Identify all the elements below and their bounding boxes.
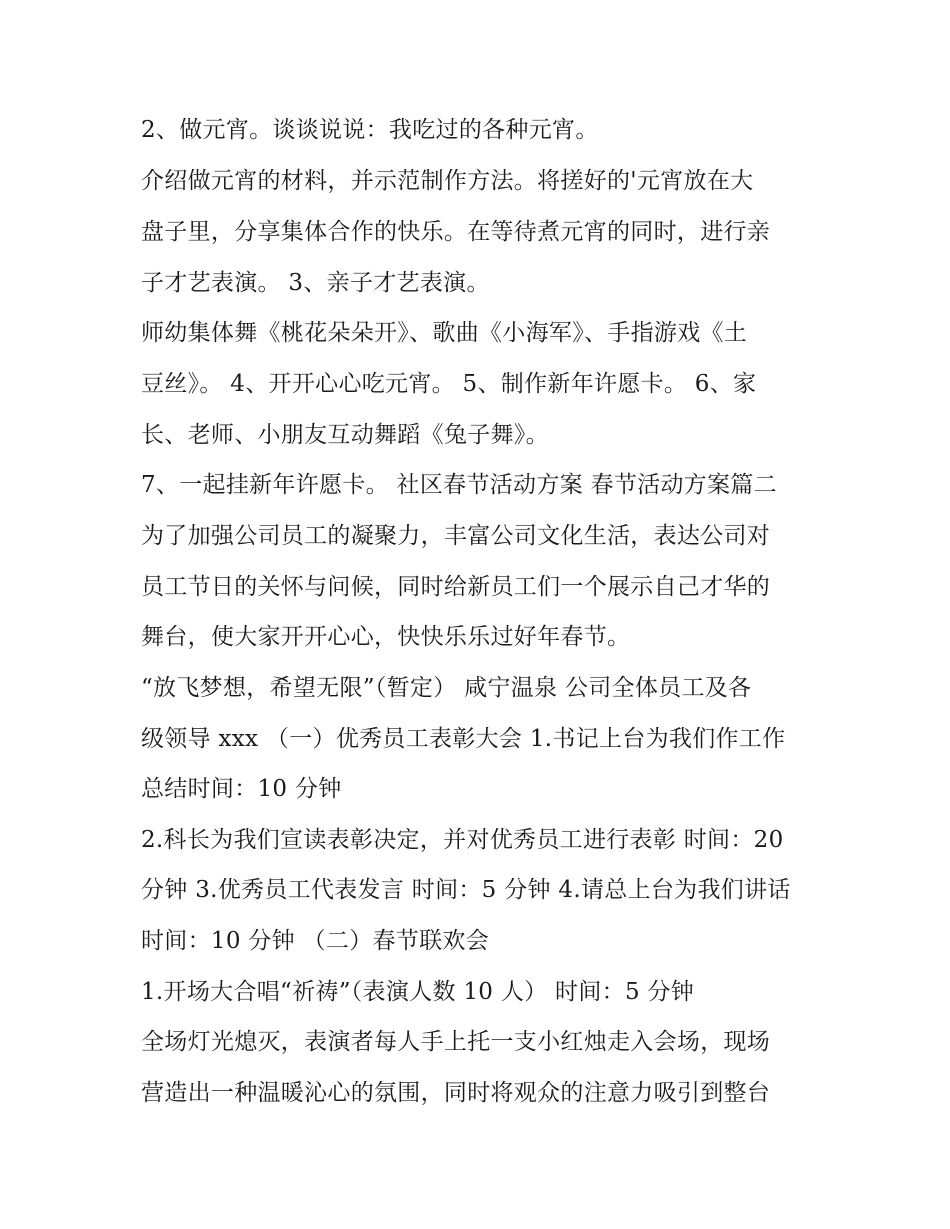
text-line: 级领导 xxx （一）优秀员工表彰大会 1.书记上台为我们作工作 bbox=[141, 726, 786, 752]
text-line: 2.科长为我们宣读表彰决定，并对优秀员工进行表彰 时间：20 bbox=[141, 827, 784, 853]
text-line: 子才艺表演。 3、亲子才艺表演。 bbox=[141, 270, 490, 296]
text-line: 员工节日的关怀与问候，同时给新员工们一个展示自己才华的 bbox=[141, 574, 771, 600]
text-line: “放飞梦想，希望无限”（暂定） 咸宁温泉 公司全体员工及各 bbox=[141, 675, 752, 701]
text-line: 2、做元宵。谈谈说说：我吃过的各种元宵。 bbox=[141, 117, 599, 143]
text-line: 分钟 3.优秀员工代表发言 时间：5 分钟 4.请总上台为我们讲话 bbox=[141, 877, 791, 903]
text-line: 总结时间：10 分钟 bbox=[141, 776, 342, 802]
text-line: 盘子里，分享集体合作的快乐。在等待煮元宵的同时，进行亲 bbox=[141, 219, 771, 245]
text-line: 舞台，使大家开开心心，快快乐乐过好年春节。 bbox=[141, 624, 631, 650]
text-line: 时间：10 分钟 （二）春节联欢会 bbox=[141, 928, 489, 954]
text-line: 1.开场大合唱“祈祷”（表演人数 10 人） 时间：5 分钟 bbox=[141, 979, 695, 1005]
text-line: 7、一起挂新年许愿卡。 社区春节活动方案 春节活动方案篇二 bbox=[141, 472, 777, 498]
text-line: 营造出一种温暖沁心的氛围，同时将观众的注意力吸引到整台 bbox=[141, 1080, 771, 1106]
text-line: 为了加强公司员工的凝聚力，丰富公司文化生活，表达公司对 bbox=[141, 523, 771, 549]
text-line: 师幼集体舞《桃花朵朵开》、歌曲《小海军》、手指游戏《土 bbox=[141, 320, 748, 346]
text-line: 全场灯光熄灭，表演者每人手上托一支小红烛走入会场，现场 bbox=[141, 1029, 771, 1055]
text-line: 长、老师、小朋友互动舞蹈《兔子舞》。 bbox=[141, 422, 549, 448]
text-line: 豆丝》。 4、开开心心吃元宵。 5、制作新年许愿卡。 6、家 bbox=[141, 371, 757, 397]
text-line: 介绍做元宵的材料，并示范制作方法。将搓好的'元宵放在大 bbox=[141, 168, 754, 194]
